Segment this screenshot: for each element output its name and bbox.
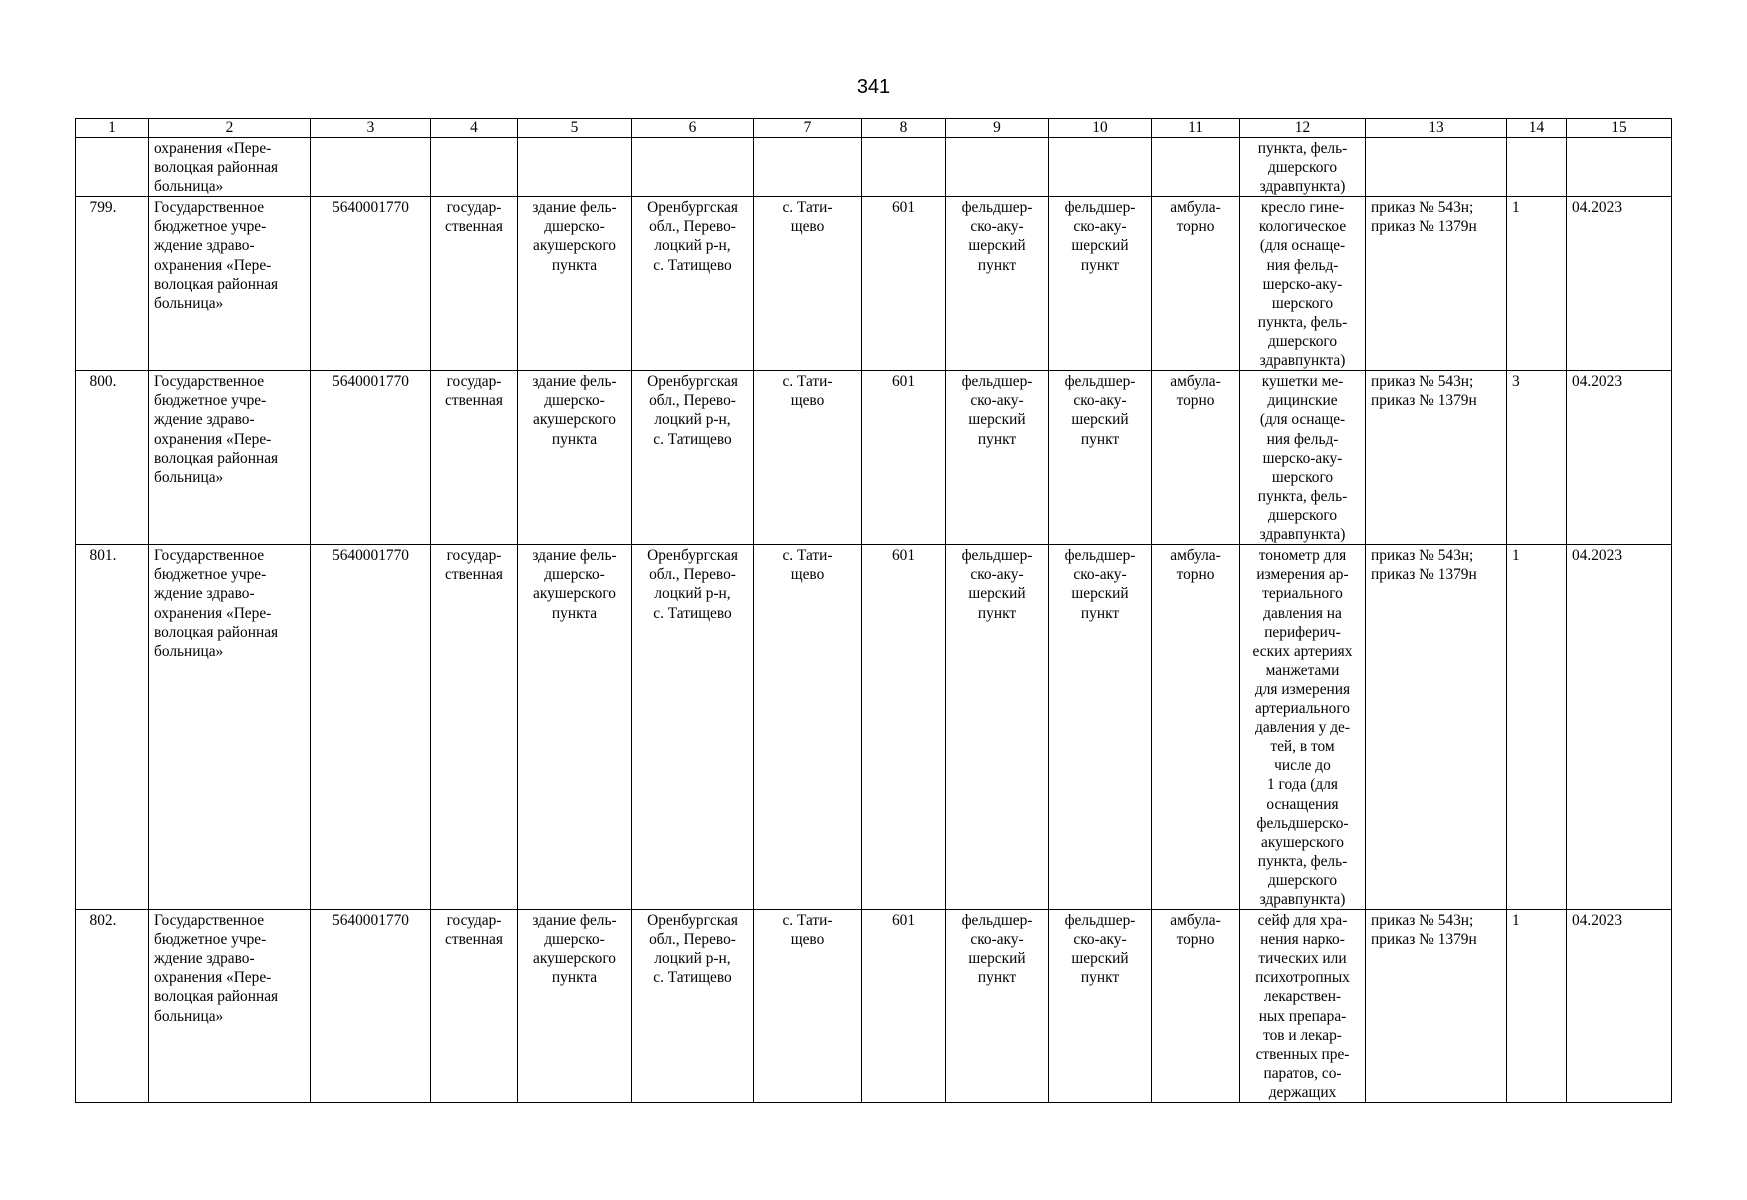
locality: с. Тати- щево — [754, 197, 862, 371]
facility-type: фельдшер- ско-аку- шерский пункт — [946, 910, 1049, 1103]
facility-subtype: фельдшер- ско-аку- шерский пункт — [1049, 910, 1152, 1103]
quantity: 1 — [1507, 197, 1567, 371]
equipment: сейф для хра- нения нарко- тических или психотропных лекарствен- ных препара- тов и лекар- ственных пре- паратов, со- держащих — [1240, 910, 1366, 1103]
equipment: тонометр для измерения ар- териального давления на периферич- еских артериях манжетами для измерения артериального давления у де- тей, в том числе до 1 года (для оснащения фельдшерско- акушерского пункта, фель- дшерского здравпункта) — [1240, 545, 1366, 910]
column-header: 9 — [946, 119, 1049, 138]
column-header: 13 — [1366, 119, 1507, 138]
equipment: кушетки ме- дицинские (для оснаще- ния фельд- шерско-аку- шерского пункта, фель- дшерского здравпункта) — [1240, 371, 1366, 545]
column-header: 15 — [1567, 119, 1672, 138]
building: здание фель- дшерско- акушерского пункта — [518, 197, 632, 371]
care-conditions: амбула- торно — [1152, 197, 1240, 371]
column-header: 11 — [1152, 119, 1240, 138]
address: Оренбургская обл., Перево- лоцкий р-н, с. Татищево — [632, 197, 754, 371]
org-name: Государственное бюджетное учре- ждение здраво- охранения «Пере- волоцкая районная больница» — [149, 910, 311, 1103]
facility-type: фельдшер- ско-аку- шерский пункт — [946, 545, 1049, 910]
table-row — [76, 545, 1672, 910]
inn: 5640001770 — [311, 371, 431, 545]
ownership: государ- ственная — [431, 371, 518, 545]
quantity: 3 — [1507, 371, 1567, 545]
date: 04.2023 — [1567, 197, 1672, 371]
date: 04.2023 — [1567, 545, 1672, 910]
ownership: государ- ственная — [431, 910, 518, 1103]
column-number-row — [76, 119, 1672, 138]
inn: 5640001770 — [311, 197, 431, 371]
ownership: государ- ственная — [431, 545, 518, 910]
care-conditions: амбула- торно — [1152, 371, 1240, 545]
column-header: 14 — [1507, 119, 1567, 138]
column-header: 1 — [76, 119, 149, 138]
orders: приказ № 543н; приказ № 1379н — [1366, 545, 1507, 910]
facility-subtype: фельдшер- ско-аку- шерский пункт — [1049, 371, 1152, 545]
quantity: 1 — [1507, 910, 1567, 1103]
inn: 5640001770 — [311, 545, 431, 910]
code: 601 — [862, 371, 946, 545]
org-name-continued: охранения «Пере- волоцкая районная больница» — [149, 138, 311, 197]
facility-type: фельдшер- ско-аку- шерский пункт — [946, 371, 1049, 545]
row-number: 799. — [76, 197, 149, 371]
ownership: государ- ственная — [431, 197, 518, 371]
equipment-continued: пункта, фель- дшерского здравпункта) — [1240, 138, 1366, 197]
facility-subtype: фельдшер- ско-аку- шерский пункт — [1049, 545, 1152, 910]
building: здание фель- дшерско- акушерского пункта — [518, 545, 632, 910]
orders: приказ № 543н; приказ № 1379н — [1366, 910, 1507, 1103]
locality: с. Тати- щево — [754, 371, 862, 545]
column-header: 7 — [754, 119, 862, 138]
table-row — [76, 197, 1672, 371]
address: Оренбургская обл., Перево- лоцкий р-н, с. Татищево — [632, 545, 754, 910]
column-header: 4 — [431, 119, 518, 138]
code: 601 — [862, 545, 946, 910]
inn: 5640001770 — [311, 910, 431, 1103]
facility-subtype: фельдшер- ско-аку- шерский пункт — [1049, 197, 1152, 371]
column-header: 3 — [311, 119, 431, 138]
building: здание фель- дшерско- акушерского пункта — [518, 910, 632, 1103]
column-header: 12 — [1240, 119, 1366, 138]
continuation-row — [76, 138, 1672, 197]
code: 601 — [862, 197, 946, 371]
org-name: Государственное бюджетное учре- ждение здраво- охранения «Пере- волоцкая районная больница» — [149, 545, 311, 910]
column-header: 6 — [632, 119, 754, 138]
page-number: 341 — [856, 76, 891, 98]
row-number: 800. — [76, 371, 149, 545]
care-conditions: амбула- торно — [1152, 545, 1240, 910]
quantity: 1 — [1507, 545, 1567, 910]
orders: приказ № 543н; приказ № 1379н — [1366, 371, 1507, 545]
facility-type: фельдшер- ско-аку- шерский пункт — [946, 197, 1049, 371]
orders: приказ № 543н; приказ № 1379н — [1366, 197, 1507, 371]
registry-table — [75, 118, 1672, 1103]
care-conditions: амбула- торно — [1152, 910, 1240, 1103]
column-header: 2 — [149, 119, 311, 138]
date: 04.2023 — [1567, 910, 1672, 1103]
equipment: кресло гине- кологическое (для оснаще- ния фельд- шерско-аку- шерского пункта, фель- дшерского здравпункта) — [1240, 197, 1366, 371]
row-number: 801. — [76, 545, 149, 910]
address: Оренбургская обл., Перево- лоцкий р-н, с. Татищево — [632, 910, 754, 1103]
column-header: 5 — [518, 119, 632, 138]
locality: с. Тати- щево — [754, 545, 862, 910]
table-row — [76, 910, 1672, 1103]
code: 601 — [862, 910, 946, 1103]
row-number: 802. — [76, 910, 149, 1103]
date: 04.2023 — [1567, 371, 1672, 545]
table-row — [76, 371, 1672, 545]
building: здание фель- дшерско- акушерского пункта — [518, 371, 632, 545]
column-header: 8 — [862, 119, 946, 138]
org-name: Государственное бюджетное учре- ждение здраво- охранения «Пере- волоцкая районная больница» — [149, 197, 311, 371]
locality: с. Тати- щево — [754, 910, 862, 1103]
address: Оренбургская обл., Перево- лоцкий р-н, с. Татищево — [632, 371, 754, 545]
org-name: Государственное бюджетное учре- ждение здраво- охранения «Пере- волоцкая районная больница» — [149, 371, 311, 545]
column-header: 10 — [1049, 119, 1152, 138]
